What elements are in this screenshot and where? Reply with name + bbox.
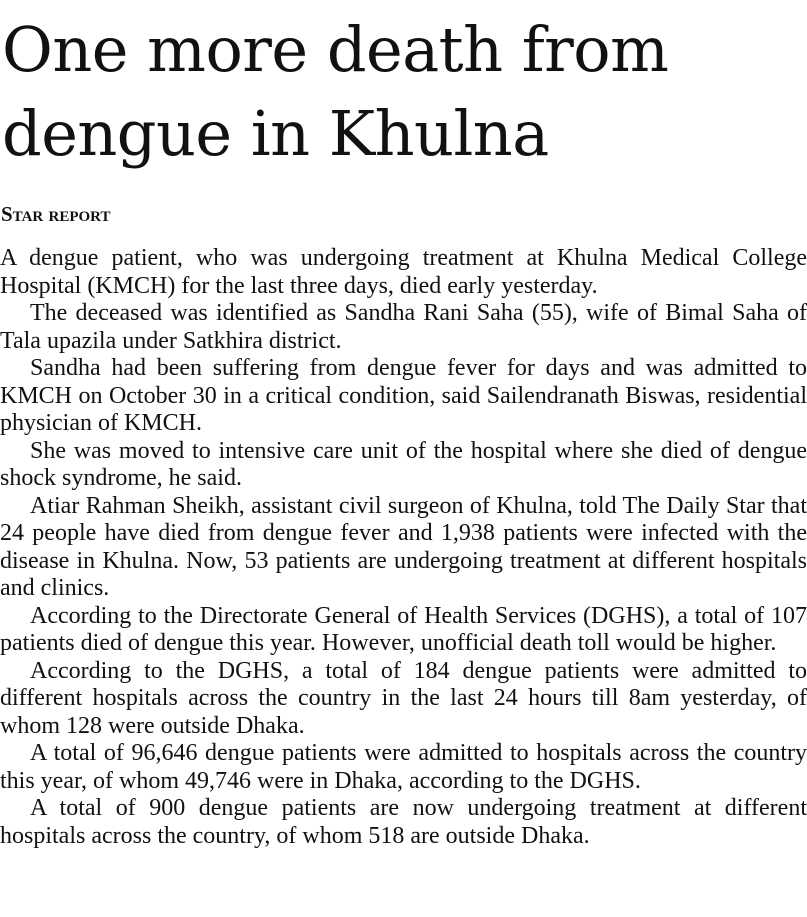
article-paragraph: Atiar Rahman Sheikh, assistant civil surgeon of Khulna, told The Daily Star that 24 people have died from dengue fever and 1,938 patients were infected with the disease in Khulna. Now, 53 patients are undergoing treatment at different hospitals and clinics.	[0, 492, 807, 601]
article-paragraph: A total of 96,646 dengue patients were admitted to hospitals across the country this year, of whom 49,746 were in Dhaka, according to the DGHS.	[0, 740, 807, 794]
article-body	[0, 245, 807, 850]
article-paragraph: A total of 900 dengue patients are now undergoing treatment at different hospitals across the country, of whom 518 are outside Dhaka.	[0, 795, 807, 849]
article-paragraph: She was moved to intensive care unit of the hospital where she died of dengue shock syndrome, he said.	[0, 437, 807, 491]
article-paragraph: A dengue patient, who was undergoing treatment at Khulna Medical College Hospital (KMCH) for the last three days, died early yesterday.	[0, 245, 807, 299]
article-byline: Star report	[1, 202, 111, 226]
article-paragraph: The deceased was identified as Sandha Rani Saha (55), wife of Bimal Saha of Tala upazila under Satkhira district.	[0, 300, 807, 354]
article-paragraph: Sandha had been suffering from dengue fever for days and was admitted to KMCH on October 30 in a critical condition, said Sailendranath Biswas, residential physician of KMCH.	[0, 355, 807, 436]
article-headline: One more death from dengue in Khulna	[2, 13, 669, 170]
article-paragraph: According to the DGHS, a total of 184 dengue patients were admitted to different hospitals across the country in the last 24 hours till 8am yesterday, of whom 128 were outside Dhaka.	[0, 657, 807, 739]
article-paragraph: According to the Directorate General of Health Services (DGHS), a total of 107 patients died of dengue this year. However, unofficial death toll would be higher.	[0, 602, 807, 656]
